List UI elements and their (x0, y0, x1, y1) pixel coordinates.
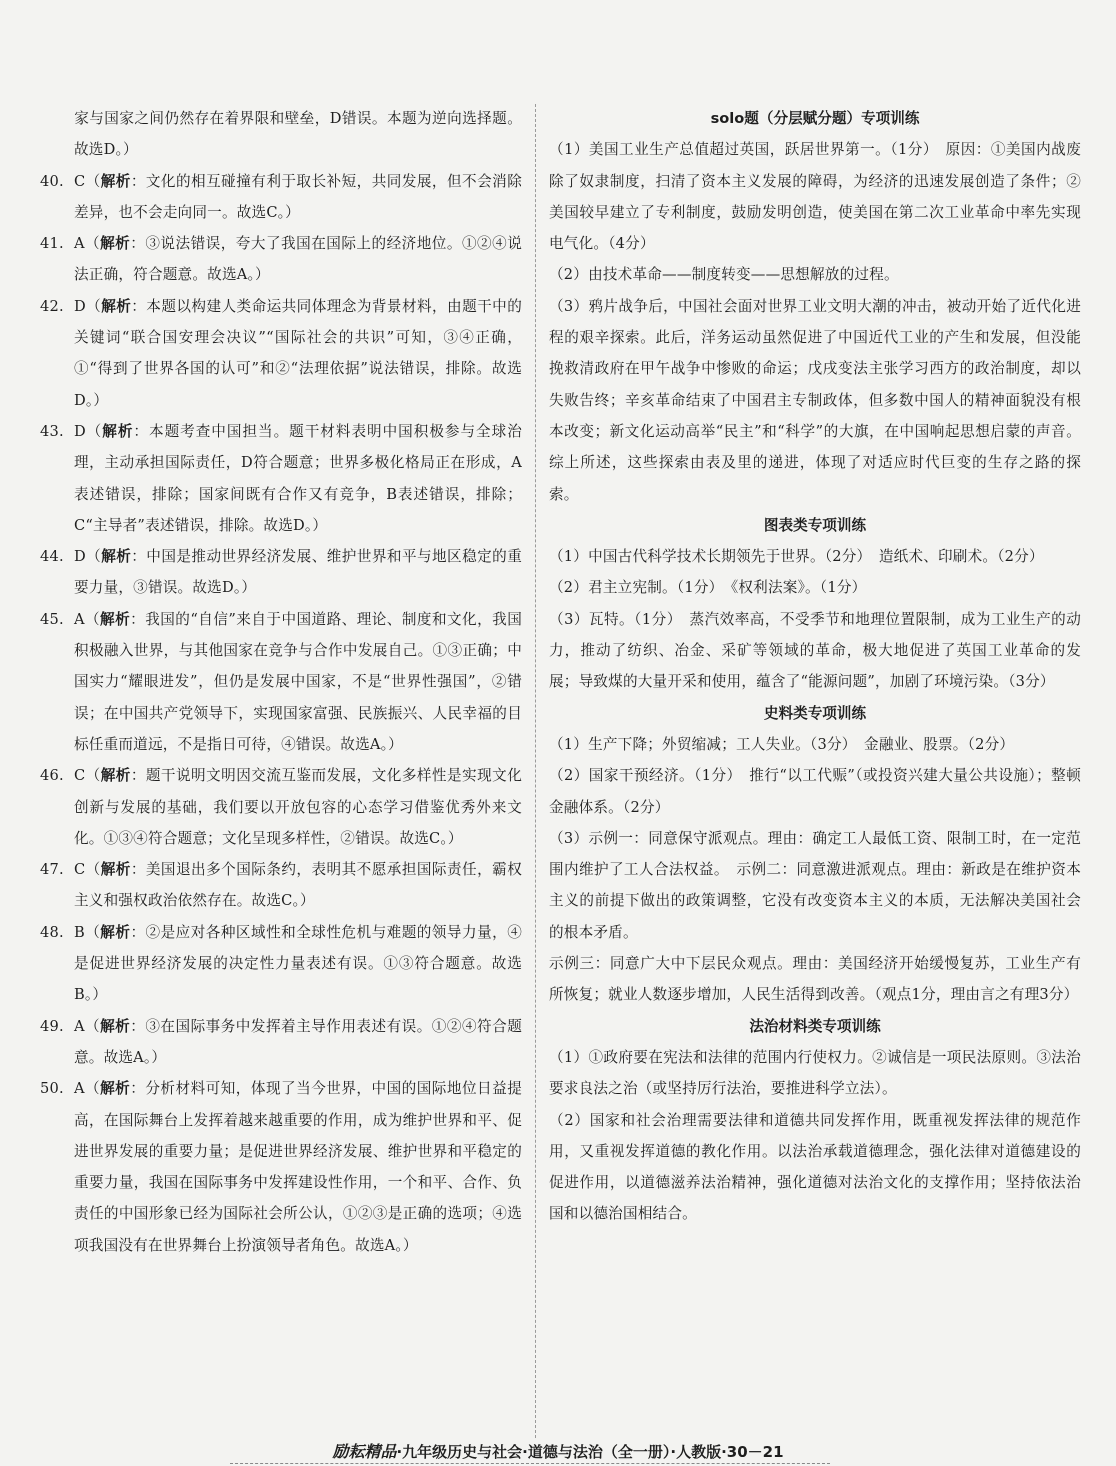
analysis-label: 解析 (100, 1080, 131, 1098)
item-text: ：美国退出多个国际条约，表明其不愿承担国际责任，霸权主义和强权政治依然存在。故选C。） (74, 861, 522, 910)
section-paragraph: （1）美国工业生产总值超过英国，跃居世界第一。（1分） 原因：①美国内战废除了奴隶制度，扫清了资本主义发展的障碍，为经济的迅速发展创造了条件；②美国较早建立了专利制度，鼓励发明创造，使美国在第二次工业革命中率先实现电气化。（4分） (549, 141, 1081, 253)
answer-item-40 (40, 166, 522, 229)
right-column (549, 103, 1081, 1230)
section-paragraph: （1）生产下降；外贸缩减；工人失业。（3分） 金融业、股票。（2分） (549, 735, 1015, 753)
answer-continuation (40, 103, 522, 166)
analysis-label: 解析 (101, 297, 132, 315)
analysis-label: 解析 (100, 235, 131, 253)
section-title: 图表类专项训练 (763, 516, 867, 534)
footer-rule (230, 1463, 830, 1464)
item-number: 50. (40, 1080, 64, 1098)
section-title: 法治材料类专项训练 (749, 1017, 881, 1035)
answer-item-46 (40, 760, 522, 854)
item-number: 43. (40, 422, 64, 440)
item-answer: C（ (74, 172, 101, 190)
item-number: 48. (40, 923, 64, 941)
section-paragraph: （2）由技术革命——制度转变——思想解放的过程。 (549, 266, 899, 284)
item-number: 47. (40, 861, 64, 879)
item-number: 46. (40, 767, 64, 785)
section-paragraph: （2）国家和社会治理需要法律和道德共同发挥作用，既重视发挥法律的规范作用，又重视发挥道德的教化作用。以法治承载道德理念，强化法律对道德建设的促进作用，以道德滋养法治精神，强化道德对法治文化的支撑作用；坚持依法治国和以德治国相结合。 (549, 1111, 1081, 1223)
analysis-label: 解析 (100, 923, 131, 941)
item-number: 40. (40, 172, 64, 190)
item-answer: D（ (74, 297, 102, 315)
section-paragraph: （2）国家干预经济。（1分） 推行“以工代赈”（或投资兴建大量公共设施）；整顿金融体系。（2分） (549, 767, 1081, 816)
item-text: ：题干说明文明因交流互鉴而发展，文化多样性是实现文化创新与发展的基础，我们要以开放包容的心态学习借鉴优秀外来文化。①③④符合题意；文化呈现多样性，②错误。故选C。） (74, 767, 522, 847)
answer-item-41 (40, 228, 522, 291)
item-text: ：③在国际事务中发挥着主导作用表述有误。①②④符合题意。故选A。） (74, 1017, 522, 1066)
answer-item-50 (40, 1073, 522, 1261)
answer-item-42 (40, 291, 522, 416)
section-title: solo题（分层赋分题）专项训练 (710, 110, 920, 127)
answer-item-44 (40, 541, 522, 604)
item-number: 41. (40, 235, 64, 253)
analysis-label: 解析 (102, 422, 134, 440)
item-answer: D（ (74, 548, 102, 566)
item-answer: D（ (74, 422, 103, 440)
item-answer: C（ (74, 767, 101, 785)
left-column (40, 103, 522, 1261)
item-number: 44. (40, 548, 64, 566)
item-text: ：分析材料可知，体现了当今世界，中国的国际地位日益提高，在国际舞台上发挥着越来越重要的作用，成为维护世界和平、促进世界发展的重要力量；是促进世界经济发展、维护世界和平稳定的重要力量，我国在国际事务中发挥建设性作用，一个和平、合作、负责任的中国形象已经为国际社会所公认，①②③是正确的选项；④选项我国没有在世界舞台上扮演领导者角色。故选A。） (74, 1080, 522, 1254)
item-answer: A（ (74, 1080, 101, 1098)
section-paragraph: （3）鸦片战争后，中国社会面对世界工业文明大潮的冲击，被动开始了近代化进程的艰辛探索。此后，洋务运动虽然促进了中国近代工业的产生和发展，但没能挽救清政府在甲午战争中惨败的命运；戊戌变法主张学习西方的政治制度，却以失败告终；辛亥革命结束了中国君主专制政体，但多数中国人的精神面貌没有根本改变；新文化运动高举“民主”和“科学”的大旗，在中国响起思想启蒙的声音。综上所述，这些探索由表及里的递进，体现了对适应时代巨变的生存之路的探索。 (549, 297, 1081, 503)
item-text: ：文化的相互碰撞有利于取长补短，共同发展，但不会消除差异，也不会走向同一。故选C。） (74, 172, 522, 221)
section-paragraph: 示例三：同意广大中下层民众观点。理由：美国经济开始缓慢复苏，工业生产有所恢复；就业人数逐步增加，人民生活得到改善。（观点1分，理由言之有理3分） (549, 955, 1081, 1004)
section-paragraph: （3）示例一：同意保守派观点。理由：确定工人最低工资、限制工时，在一定范围内维护了工人合法权益。 示例二：同意激进派观点。理由：新政是在维护资本主义的前提下做出的政策调整，它没有改变资本主义的本质，无法解决美国社会的根本矛盾。 (549, 829, 1081, 941)
item-answer: A（ (74, 610, 101, 628)
item-number: 42. (40, 297, 64, 315)
item-answer: A（ (74, 235, 101, 253)
section-title: 史料类专项训练 (763, 704, 867, 722)
item-answer: C（ (74, 861, 101, 879)
answer-item-48 (40, 917, 522, 1011)
item-answer: A（ (74, 1017, 101, 1035)
item-text: ：②是应对各种区域性和全球性危机与难题的领导力量，④是促进世界经济发展的决定性力量表述有误。①③符合题意。故选B。） (74, 923, 523, 1004)
item-text: ：本题考查中国担当。题干材料表明中国积极参与全球治理，主动承担国际责任，D符合题意；世界多极化格局正在形成，A表述错误，排除；国家间既有合作又有竞争，B表述错误，排除；C“主导者”表述错误，排除。故选D。） (74, 422, 522, 534)
answer-item-43 (40, 416, 522, 541)
item-text: ：③说法错误，夸大了我国在国际上的经济地位。①②④说法正确，符合题意。故选A。） (74, 235, 522, 284)
analysis-label: 解析 (101, 548, 132, 566)
item-text: ：本题以构建人类命运共同体理念为背景材料，由题干中的关键词“联合国安理会决议”“国际社会的共识”可知，③④正确，①“得到了世界各国的认可”和②“法理依据”说法错误，排除。故选D。） (74, 297, 522, 409)
item-text: ：中国是推动世界经济发展、维护世界和平与地区稳定的重要力量，③错误。故选D。） (74, 548, 522, 597)
footer-brand: 励耘精品 (332, 1442, 397, 1461)
item-number: 45. (40, 610, 64, 628)
analysis-label: 解析 (100, 610, 131, 628)
analysis-label: 解析 (100, 861, 131, 879)
section-paragraph: （1）中国古代科学技术长期领先于世界。（2分） 造纸术、印刷术。（2分） (549, 548, 1044, 566)
section-paragraph: （3）瓦特。（1分） 蒸汽效率高，不受季节和地理位置限制，成为工业生产的动力，推动了纺织、冶金、采矿等领域的革命，极大地促进了英国工业革命的发展；导致煤的大量开采和使用，蕴含了“能源问题”，加剧了环境污染。（3分） (549, 610, 1081, 691)
answer-item-47 (40, 854, 522, 917)
section-paragraph: （2）君主立宪制。（1分） 《权利法案》。（1分） (549, 579, 867, 597)
item-text: 家与国家之间仍然存在着界限和壁垒，D错误。本题为逆向选择题。故选D。） (74, 110, 522, 159)
footer-text: ·九年级历史与社会·道德与法治（全一册）·人教版·30－21 (396, 1443, 784, 1461)
analysis-label: 解析 (100, 172, 131, 190)
analysis-label: 解析 (100, 1017, 131, 1035)
item-answer: B（ (74, 923, 101, 941)
answer-item-49 (40, 1011, 522, 1074)
analysis-label: 解析 (100, 767, 131, 785)
item-number: 49. (40, 1017, 64, 1035)
section-paragraph: （1）①政府要在宪法和法律的范围内行使权力。②诚信是一项民法原则。③法治要求良法之治（或坚持厉行法治，要推进科学立法）。 (549, 1048, 1081, 1098)
column-divider (535, 104, 536, 1438)
item-text: ：我国的“自信”来自于中国道路、理论、制度和文化，我国积极融入世界，与其他国家在竞争与合作中发展自己。①③正确；中国实力“耀眼进发”，但仍是发展中国家，不是“世界性强国”，②错误；在中国共产党领导下，实现国家富强、民族振兴、人民幸福的目标任重而道远，不是指日可待，④错误。故选A。） (74, 610, 522, 753)
answer-item-45 (40, 604, 522, 760)
